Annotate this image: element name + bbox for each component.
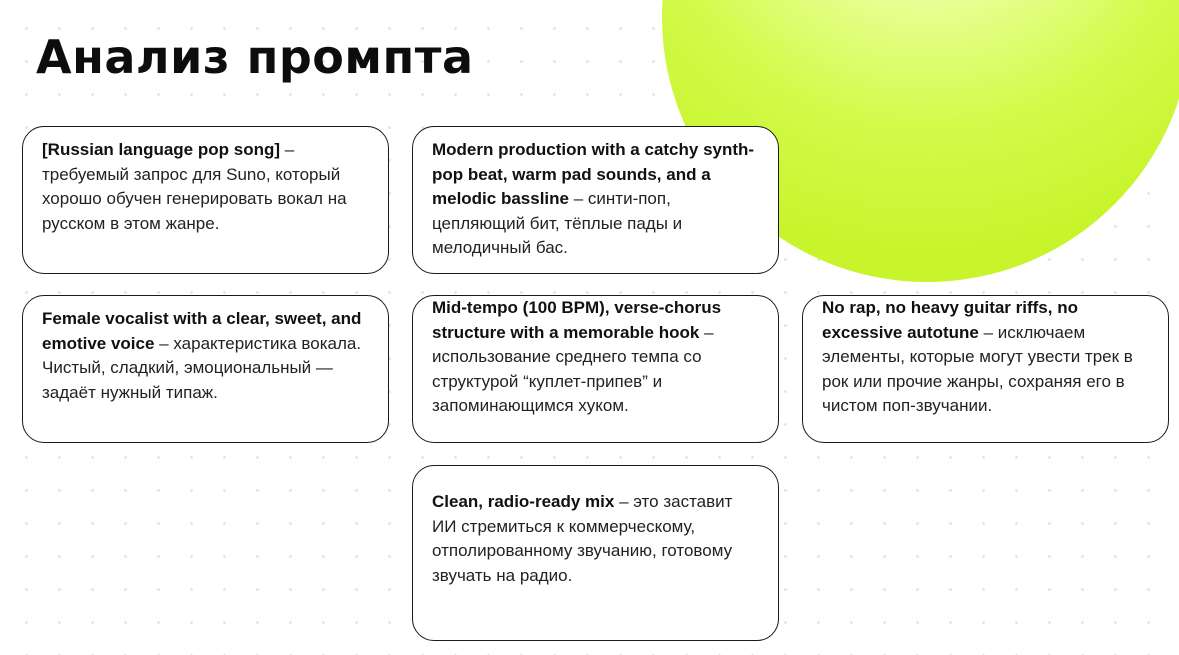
page-title: Анализ промпта xyxy=(36,30,474,84)
card-lead-text: Clean, radio-ready mix xyxy=(432,492,615,511)
prompt-card-language xyxy=(22,126,389,274)
card-description: – характеристика вокала. Чистый, сладкий, эмоциональный — задаёт нужный типаж. xyxy=(42,333,362,402)
card-lead-text: Female vocalist with a clear, sweet, and emotive voice xyxy=(42,309,362,353)
prompt-card-exclusions xyxy=(802,295,1169,443)
card-description: – использование среднего темпа со структурой “куплет-припев” и запоминающимся хуком. xyxy=(432,322,714,415)
prompt-card-tempo-structure xyxy=(412,295,779,443)
card-description: – это заставит ИИ стремиться к коммерческому, отполированному звучанию, готовому звучать на радио. xyxy=(432,492,733,585)
card-description: – требуемый запрос для Suno, который хорошо обучен генерировать вокал на русском в этом жанре. xyxy=(42,140,347,233)
card-description: – исключаем элементы, которые могут увести трек в рок или прочие жанры, сохраняя его в чистом поп-звучании. xyxy=(822,322,1133,415)
card-lead-text: Mid-tempo (100 BPM), verse-chorus structure with a memorable hook xyxy=(432,298,722,342)
card-lead-text: Modern production with a catchy synth-pop beat, warm pad sounds, and a melodic bassline xyxy=(432,140,755,208)
prompt-card-vocal xyxy=(22,295,389,443)
card-description: – синти-поп, цепляющий бит, тёплые пады и мелодичный бас. xyxy=(432,189,683,257)
card-lead-text: [Russian language pop song] xyxy=(42,140,281,159)
prompt-card-production xyxy=(412,126,779,274)
card-lead-text: No rap, no heavy guitar riffs, no excessive autotune xyxy=(822,298,1078,342)
prompt-card-mix xyxy=(412,465,779,641)
